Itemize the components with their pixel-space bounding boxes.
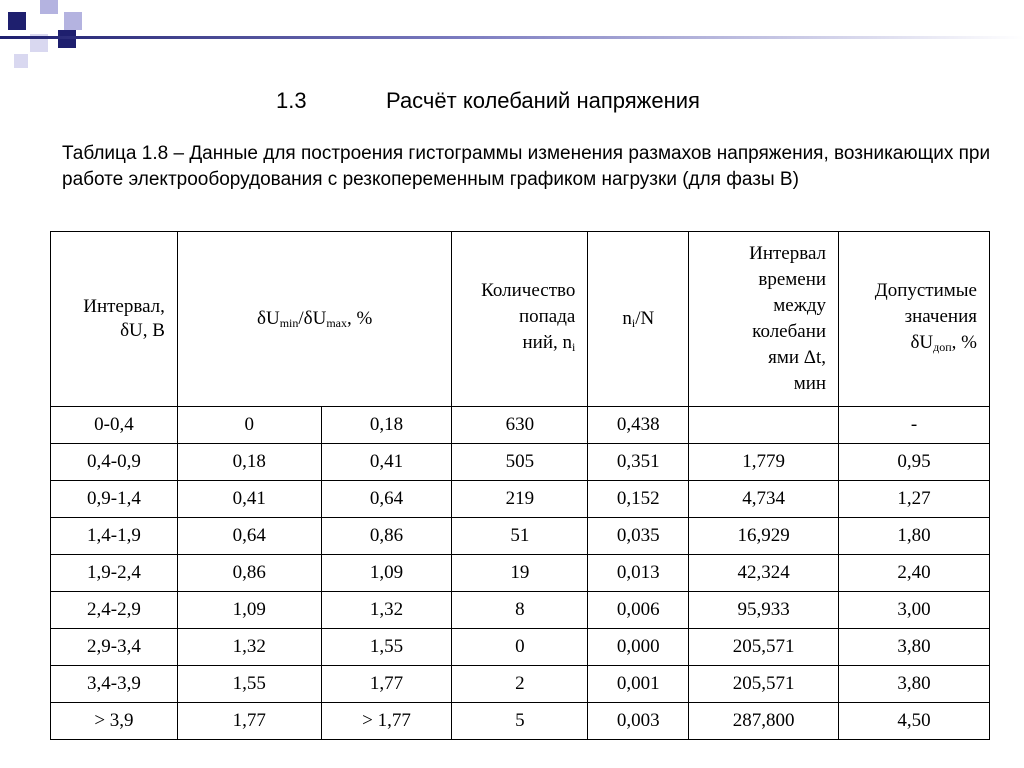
cell-allowed: 0,95 — [839, 444, 990, 481]
cell-interval: 2,4-2,9 — [51, 592, 178, 629]
data-table — [50, 231, 990, 740]
table-row — [51, 555, 990, 592]
cell-umin: 0,41 — [177, 481, 321, 518]
table-row — [51, 629, 990, 666]
table-body — [51, 407, 990, 740]
cell-allowed: 1,80 — [839, 518, 990, 555]
cell-ratio: 0,000 — [588, 629, 689, 666]
cell-allowed: 3,80 — [839, 666, 990, 703]
cell-dt: 42,324 — [689, 555, 839, 592]
header-time-line1: Интервал — [749, 243, 827, 264]
cell-umax: 0,64 — [321, 481, 452, 518]
cell-umin: 1,77 — [177, 703, 321, 740]
cell-umin: 1,55 — [177, 666, 321, 703]
cell-interval: > 3,9 — [51, 703, 178, 740]
decor-square-navy — [8, 12, 26, 30]
table-caption: Таблица 1.8 – Данные для построения гистограммы изменения размахов напряжения, возникающих при работе электрооборудования с резкопеременным графиком нагрузки (для фазы В) — [62, 143, 991, 190]
table-row — [51, 518, 990, 555]
header-allowed-prefix: δU — [910, 332, 934, 353]
cell-interval: 3,4-3,9 — [51, 666, 178, 703]
decor-square-light — [14, 54, 28, 68]
header-ratio-rest: /N — [635, 307, 655, 329]
cell-ratio: 0,003 — [588, 703, 689, 740]
decor-square-navy — [58, 30, 76, 48]
header-interval — [51, 232, 178, 407]
cell-umin: 1,09 — [177, 592, 321, 629]
cell-umin: 0,64 — [177, 518, 321, 555]
header-allowed — [839, 232, 990, 407]
header-count-line3 — [452, 330, 575, 360]
cell-count: 219 — [452, 481, 588, 518]
header-du-mid: /δU — [298, 307, 327, 329]
cell-dt: 16,929 — [689, 518, 839, 555]
cell-allowed: 4,50 — [839, 703, 990, 740]
cell-count: 505 — [452, 444, 588, 481]
header-allowed-line3 — [839, 330, 977, 360]
cell-ratio: 0,351 — [588, 444, 689, 481]
cell-count: 19 — [452, 555, 588, 592]
cell-dt: 95,933 — [689, 592, 839, 629]
table-row — [51, 481, 990, 518]
header-time-line6: мин — [793, 373, 827, 394]
header-time-interval — [689, 232, 839, 407]
header-count-line2: попада — [518, 306, 576, 327]
cell-umax: > 1,77 — [321, 703, 452, 740]
header-count-line3-text: ний, n — [522, 332, 572, 353]
header-time-line4: колебани — [752, 321, 827, 342]
cell-dt: 4,734 — [689, 481, 839, 518]
cell-umin: 0 — [177, 407, 321, 444]
cell-count: 5 — [452, 703, 588, 740]
header-interval-line1: Интервал, — [83, 296, 165, 317]
cell-allowed: 1,27 — [839, 481, 990, 518]
header-count — [452, 232, 588, 407]
cell-dt — [689, 407, 839, 444]
cell-count: 0 — [452, 629, 588, 666]
cell-umax: 0,86 — [321, 518, 452, 555]
cell-count: 630 — [452, 407, 588, 444]
cell-ratio: 0,013 — [588, 555, 689, 592]
cell-ratio: 0,006 — [588, 592, 689, 629]
header-count-sub: i — [572, 340, 576, 354]
cell-ratio: 0,035 — [588, 518, 689, 555]
table-row — [51, 444, 990, 481]
cell-umin: 0,18 — [177, 444, 321, 481]
header-time-line3: между — [773, 295, 827, 316]
decor-square-lavender — [40, 0, 58, 14]
table-row — [51, 666, 990, 703]
cell-dt: 287,800 — [689, 703, 839, 740]
header-du-range — [177, 232, 452, 407]
header-allowed-suffix: , % — [951, 332, 977, 353]
cell-umax: 1,09 — [321, 555, 452, 592]
cell-interval: 0,9-1,4 — [51, 481, 178, 518]
cell-count: 8 — [452, 592, 588, 629]
cell-umax: 0,41 — [321, 444, 452, 481]
cell-count: 51 — [452, 518, 588, 555]
decor-rule — [0, 36, 1024, 39]
cell-dt: 205,571 — [689, 666, 839, 703]
header-count-line1: Количество — [481, 280, 576, 301]
cell-interval: 2,9-3,4 — [51, 629, 178, 666]
header-allowed-line1: Допустимые — [874, 280, 977, 301]
cell-umax: 1,77 — [321, 666, 452, 703]
table-row — [51, 592, 990, 629]
header-allowed-line2: значения — [904, 306, 977, 327]
decor-square-lavender — [64, 12, 82, 30]
header-interval-line2: δU, В — [120, 320, 165, 341]
cell-ratio: 0,152 — [588, 481, 689, 518]
cell-allowed: 3,00 — [839, 592, 990, 629]
section-title: Расчёт колебаний напряжения — [386, 88, 700, 113]
cell-umin: 1,32 — [177, 629, 321, 666]
cell-count: 2 — [452, 666, 588, 703]
cell-umax: 0,18 — [321, 407, 452, 444]
header-time-line5: ями Δt, — [768, 347, 827, 368]
header-du-prefix: δU — [257, 307, 280, 329]
cell-interval: 1,9-2,4 — [51, 555, 178, 592]
table-row — [51, 407, 990, 444]
header-ratio — [588, 232, 689, 407]
cell-interval: 0,4-0,9 — [51, 444, 178, 481]
section-number: 1.3 — [276, 88, 307, 113]
cell-allowed: - — [839, 407, 990, 444]
header-du-max-sub: max — [326, 315, 347, 330]
cell-ratio: 0,001 — [588, 666, 689, 703]
table-row — [51, 703, 990, 740]
cell-umax: 1,55 — [321, 629, 452, 666]
header-time-line2: времени — [758, 269, 827, 290]
cell-ratio: 0,438 — [588, 407, 689, 444]
header-du-min-sub: min — [279, 315, 299, 330]
cell-umin: 0,86 — [177, 555, 321, 592]
header-allowed-sub: доп — [933, 340, 952, 354]
cell-dt: 205,571 — [689, 629, 839, 666]
header-ratio-n: n — [622, 307, 632, 329]
cell-interval: 1,4-1,9 — [51, 518, 178, 555]
cell-allowed: 2,40 — [839, 555, 990, 592]
cell-allowed: 3,80 — [839, 629, 990, 666]
cell-interval: 0-0,4 — [51, 407, 178, 444]
cell-dt: 1,779 — [689, 444, 839, 481]
header-ratio-sub: i — [631, 315, 636, 330]
cell-umax: 1,32 — [321, 592, 452, 629]
table-header-row — [51, 232, 990, 407]
header-du-suffix: , % — [347, 307, 373, 329]
